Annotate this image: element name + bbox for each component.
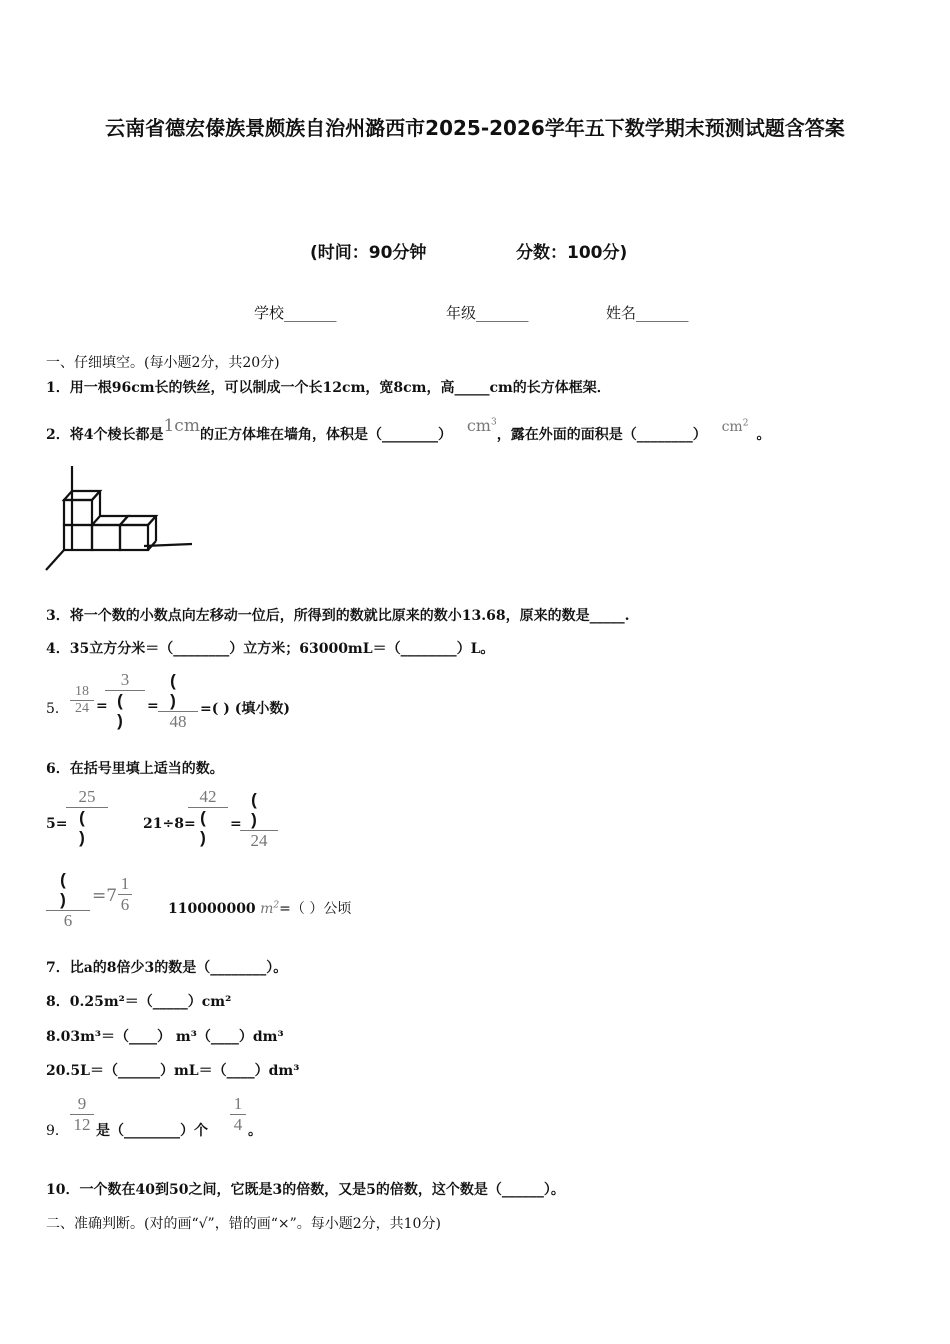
q6a-num: 25 bbox=[78, 787, 96, 806]
question-8-line-2: 8.03m³＝（____） m³（____）dm³ bbox=[46, 1029, 284, 1045]
q9-gnum: 1 bbox=[233, 1094, 243, 1113]
q9-gden: 4 bbox=[230, 1114, 246, 1135]
q2-unit-cm3 bbox=[467, 416, 497, 435]
q5-f2-den: ( ) bbox=[105, 690, 145, 731]
q6c-den: 6 bbox=[46, 910, 90, 931]
q6b-den-2: 24 bbox=[240, 830, 278, 851]
q6c-fd: 6 bbox=[118, 894, 132, 915]
q2-unit-cm2-base: cm bbox=[721, 419, 743, 435]
q2-unit-cm3-exp: 3 bbox=[490, 417, 497, 428]
q6b-num: 42 bbox=[199, 787, 217, 806]
q5-eq-2: = bbox=[147, 698, 159, 714]
q5-eq-1: = bbox=[96, 698, 108, 714]
q6d-tail: =（ ）公顷 bbox=[279, 901, 352, 917]
q5-f3-den: 48 bbox=[158, 711, 198, 732]
q9-den: 12 bbox=[70, 1114, 94, 1135]
q5-fraction-3-blank bbox=[105, 670, 145, 731]
grade-field: 年级_______ bbox=[446, 304, 529, 322]
q5-fraction-blank-48 bbox=[158, 671, 198, 732]
q2-unit-cm2-exp: 2 bbox=[742, 418, 749, 429]
q2-text-c: ，露在外面的面积是（________） bbox=[496, 427, 707, 443]
q2-unit-cm3-base: cm bbox=[466, 416, 491, 435]
q6d-unit bbox=[260, 901, 279, 917]
q6d bbox=[168, 898, 351, 918]
question-8-line-3: 20.5L＝（______）mL＝（____）dm³ bbox=[46, 1063, 300, 1079]
q6d-unit-base: m bbox=[260, 901, 274, 917]
q2-unit-1cm: 1cm bbox=[163, 416, 200, 436]
q6b-eq: = bbox=[230, 816, 242, 832]
question-5-label: 5． bbox=[46, 701, 69, 717]
time-label: (时间：90分钟 bbox=[310, 243, 427, 263]
q6c-fraction-blank-6 bbox=[46, 870, 90, 931]
q6d-number: 110000000 bbox=[168, 901, 256, 917]
q6b-den: ( ) bbox=[188, 807, 228, 848]
page-title: 云南省德宏傣族景颇族自治州潞西市2025-2026学年五下数学期末预测试题含答案 bbox=[105, 116, 845, 140]
question-3: 3．将一个数的小数点向左移动一位后，所得到的数就比原来的数小13.68，原来的数是_____. bbox=[46, 608, 630, 624]
section-1-heading: 一、仔细填空。(每小题2分，共20分) bbox=[46, 355, 280, 371]
q6a-den: ( ) bbox=[66, 807, 108, 848]
q6c-fn: 1 bbox=[120, 874, 130, 893]
name-field: 姓名_______ bbox=[606, 304, 689, 322]
q9-mid: 是（________）个 bbox=[96, 1123, 208, 1139]
q9-fraction-1-4 bbox=[230, 1094, 246, 1135]
q9-num: 9 bbox=[77, 1094, 87, 1113]
q5-f2-num: 3 bbox=[120, 670, 130, 689]
question-2 bbox=[46, 416, 771, 444]
q6a-left: 5= bbox=[46, 816, 68, 832]
q5-tail: =( ) (填小数) bbox=[200, 701, 290, 717]
q9-fraction-9-12 bbox=[70, 1094, 94, 1135]
q5-f1-num: 18 bbox=[75, 684, 89, 699]
question-8-line-1: 8．0.25m²＝（_____）cm² bbox=[46, 994, 232, 1010]
q2-unit-cm2 bbox=[722, 419, 749, 435]
question-1: 1．用一根96cm长的铁丝，可以制成一个长12cm，宽8cm，高_____cm的长方体框架． bbox=[46, 380, 611, 396]
q5-f1-den: 24 bbox=[70, 700, 94, 717]
score-label: 分数：100分) bbox=[516, 243, 628, 263]
q6b-fraction-24 bbox=[240, 790, 278, 851]
q2-text-d: 。 bbox=[756, 427, 771, 443]
question-7: 7．比a的8倍少3的数是（________）。 bbox=[46, 960, 288, 976]
q6b-num-2: ( ) bbox=[251, 790, 267, 829]
q5-fraction-18-24 bbox=[70, 684, 94, 717]
question-4: 4．35立方分米＝（________）立方米；63000mL＝（________）L。 bbox=[46, 641, 495, 657]
q6c-fraction-1-6 bbox=[118, 874, 132, 915]
q6d-unit-exp: 2 bbox=[273, 900, 280, 911]
q9-end: 。 bbox=[248, 1123, 262, 1139]
question-9-label: 9． bbox=[46, 1123, 69, 1139]
q2-text-a: 2．将4个棱长都是 bbox=[46, 427, 164, 443]
question-10: 10．一个数在40到50之间，它既是3的倍数，又是5的倍数，这个数是（______）。 bbox=[46, 1182, 565, 1198]
q6b-fraction-42 bbox=[188, 787, 228, 848]
q6c-eq-7: =7 bbox=[92, 886, 118, 906]
q6b-left: 21÷8= bbox=[143, 816, 196, 832]
question-6-heading: 6．在括号里填上适当的数。 bbox=[46, 761, 224, 777]
q5-f3-num: ( ) bbox=[170, 671, 186, 710]
section-2-heading: 二、准确判断。(对的画“√”，错的画“×”。每小题2分，共10分) bbox=[46, 1216, 441, 1232]
q2-text-b: 的正方体堆在墙角，体积是（________） bbox=[199, 427, 452, 443]
q6c-num: ( ) bbox=[60, 870, 76, 909]
q6a-fraction bbox=[66, 787, 108, 848]
cube-stack-figure bbox=[44, 462, 199, 574]
school-field: 学校_______ bbox=[254, 304, 337, 322]
